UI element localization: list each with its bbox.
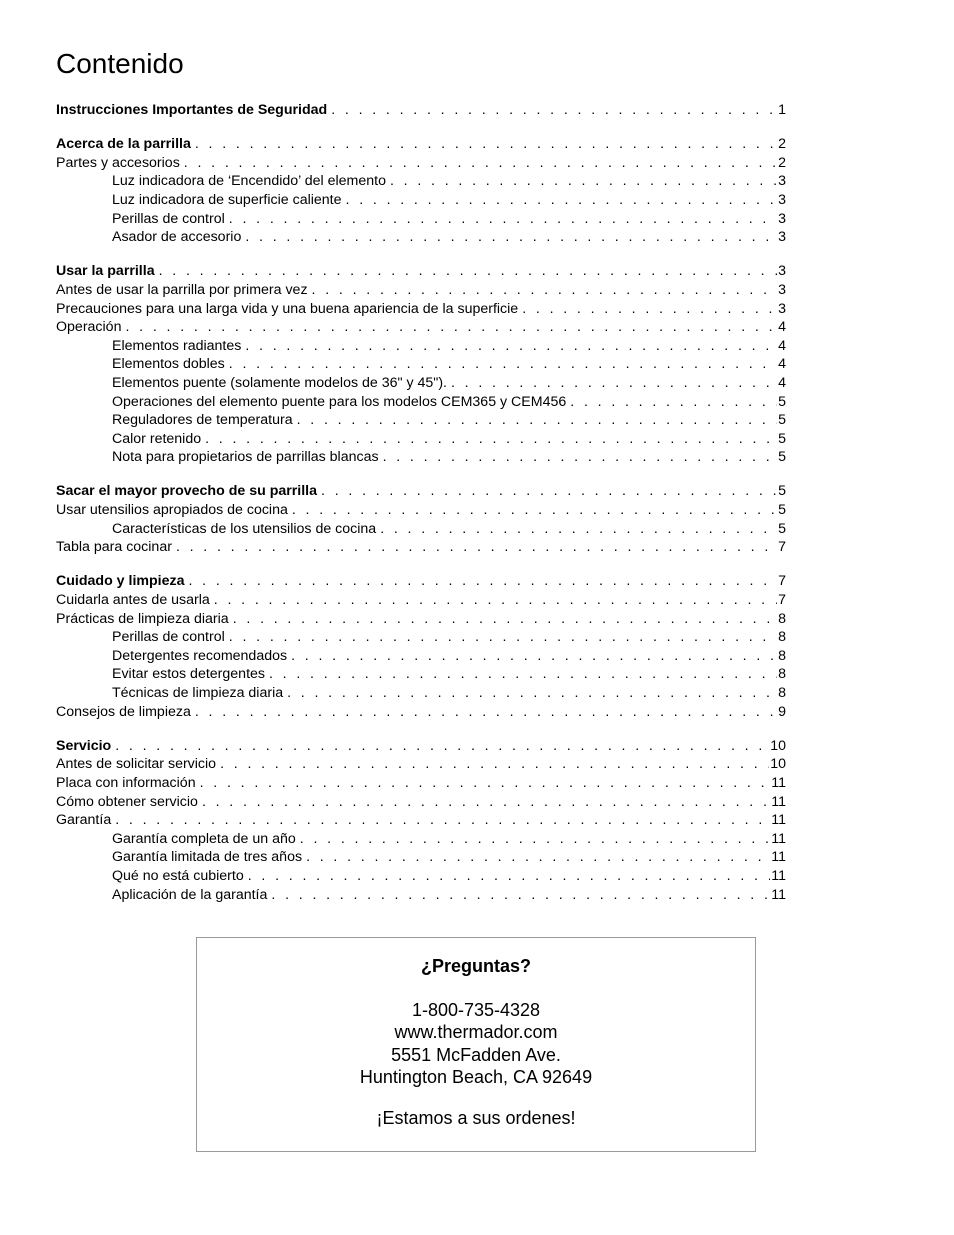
toc-dot-leader bbox=[202, 793, 770, 812]
toc-entry-label: Cómo obtener servicio bbox=[56, 793, 198, 810]
toc-dot-leader bbox=[189, 572, 778, 591]
toc-entry-label: Sacar el mayor provecho de su parrilla bbox=[56, 483, 318, 500]
toc-entry bbox=[56, 774, 786, 793]
toc-entry-label: Garantía limitada de tres años bbox=[112, 849, 303, 866]
toc-dot-leader bbox=[195, 135, 777, 154]
toc-subentry bbox=[56, 867, 786, 886]
toc-dot-leader bbox=[383, 448, 778, 467]
toc-section-heading bbox=[56, 262, 786, 281]
toc-entry-page: 3 bbox=[778, 281, 786, 298]
toc-entry-page: 11 bbox=[771, 867, 786, 884]
toc-entry-page: 7 bbox=[778, 539, 786, 556]
toc-section-heading bbox=[56, 572, 786, 591]
toc-subentry bbox=[56, 172, 786, 191]
contact-line: Huntington Beach, CA 92649 bbox=[359, 1066, 593, 1087]
toc-dot-leader bbox=[195, 703, 777, 722]
toc-entry-label: Detergentes recomendados bbox=[112, 647, 288, 664]
toc-entry-page: 8 bbox=[778, 647, 786, 664]
toc-subentry bbox=[56, 374, 786, 393]
toc-entry-page: 2 bbox=[778, 136, 786, 153]
toc-entry-label: Cuidado y limpieza bbox=[56, 573, 185, 590]
toc-dot-leader bbox=[346, 191, 778, 210]
toc-entry-label: Elementos dobles bbox=[112, 356, 225, 373]
toc-subentry bbox=[56, 830, 786, 849]
toc-subentry bbox=[56, 355, 786, 374]
contact-closing: ¡Estamos a sus ordenes! bbox=[376, 1108, 576, 1128]
toc-entry bbox=[56, 811, 786, 830]
toc-entry-label: Partes y accesorios bbox=[56, 154, 180, 171]
toc-entry-label: Servicio bbox=[56, 737, 112, 754]
toc-entry bbox=[56, 538, 786, 557]
toc-dot-leader bbox=[291, 647, 777, 666]
toc-entry-page: 11 bbox=[771, 812, 786, 829]
toc-subentry bbox=[56, 628, 786, 647]
contact-line: www.thermador.com bbox=[394, 1022, 558, 1043]
toc-entry-page: 10 bbox=[770, 756, 786, 773]
toc-entry bbox=[56, 793, 786, 812]
toc-subentry bbox=[56, 228, 786, 247]
toc-subentry bbox=[56, 684, 786, 703]
toc-entry-label: Elementos puente (solamente modelos de 36" y 45"). bbox=[112, 374, 447, 391]
toc-entry-label: Perillas de control bbox=[112, 629, 225, 646]
toc-entry-page: 3 bbox=[778, 191, 786, 208]
toc-entry-page: 10 bbox=[770, 737, 786, 754]
toc-dot-leader bbox=[214, 591, 777, 610]
toc-dot-leader bbox=[115, 737, 769, 756]
toc-entry-label: Usar utensilios apropiados de cocina bbox=[56, 502, 288, 519]
toc-entry-page: 3 bbox=[778, 229, 786, 246]
toc-dot-leader bbox=[229, 210, 777, 229]
toc-subentry bbox=[56, 665, 786, 684]
toc-entry-page: 11 bbox=[771, 849, 786, 866]
toc-subentry bbox=[56, 411, 786, 430]
toc-entry-label: Antes de usar la parrilla por primera vez bbox=[56, 281, 308, 298]
toc-subentry bbox=[56, 210, 786, 229]
contact-box bbox=[196, 937, 756, 1152]
toc-dot-leader bbox=[176, 538, 777, 557]
toc-entry-label: Aplicación de la garantía bbox=[112, 886, 268, 903]
toc-dot-leader bbox=[306, 848, 770, 867]
contact-lines bbox=[197, 999, 755, 1088]
toc-entry-label: Qué no está cubierto bbox=[112, 867, 244, 884]
toc-entry-page: 3 bbox=[778, 300, 786, 317]
toc-dot-leader bbox=[200, 774, 771, 793]
toc-dot-leader bbox=[159, 262, 778, 281]
toc-dot-leader bbox=[522, 300, 777, 319]
toc-entry-page: 5 bbox=[778, 502, 786, 519]
toc-subentry bbox=[56, 337, 786, 356]
toc-entry-label: Cuidarla antes de usarla bbox=[56, 592, 210, 609]
toc-entry-page: 5 bbox=[778, 412, 786, 429]
toc-entry-page: 7 bbox=[778, 573, 786, 590]
toc-entry-page: 8 bbox=[778, 629, 786, 646]
toc-dot-leader bbox=[321, 482, 777, 501]
toc-entry-page: 3 bbox=[778, 210, 786, 227]
toc-entry-label: Consejos de limpieza bbox=[56, 703, 191, 720]
toc-section-heading bbox=[56, 135, 786, 154]
toc-dot-leader bbox=[271, 886, 770, 905]
page-title: Contenido bbox=[56, 48, 184, 79]
toc-entry-page: 11 bbox=[771, 793, 786, 810]
toc-subentry bbox=[56, 430, 786, 449]
toc-subentry bbox=[56, 647, 786, 666]
toc-dot-leader bbox=[245, 337, 777, 356]
toc-entry-label: Elementos radiantes bbox=[112, 337, 242, 354]
toc-dot-leader bbox=[297, 411, 778, 430]
toc-dot-leader bbox=[300, 830, 770, 849]
toc-entry-label: Operaciones del elemento puente para los modelos CEM365 y CEM456 bbox=[112, 393, 567, 410]
toc-entry-page: 11 bbox=[771, 830, 786, 847]
toc-dot-leader bbox=[115, 811, 770, 830]
toc-dot-leader bbox=[312, 281, 778, 300]
toc-section-heading bbox=[56, 482, 786, 501]
toc-entry-label: Luz indicadora de superficie caliente bbox=[112, 191, 342, 208]
toc-entry-page: 5 bbox=[778, 393, 786, 410]
toc-entry-label: Antes de solicitar servicio bbox=[56, 756, 217, 773]
toc-dot-leader bbox=[451, 374, 777, 393]
toc-subentry bbox=[56, 848, 786, 867]
toc-dot-leader bbox=[287, 684, 777, 703]
toc-entry-page: 5 bbox=[778, 430, 786, 447]
toc-dot-leader bbox=[248, 867, 771, 886]
toc-entry bbox=[56, 755, 786, 774]
toc-entry-label: Asador de accesorio bbox=[112, 229, 242, 246]
toc-subentry bbox=[56, 191, 786, 210]
toc-subentry bbox=[56, 886, 786, 905]
toc-entry-page: 11 bbox=[771, 774, 786, 791]
toc-subentry bbox=[56, 448, 786, 467]
toc-entry-page: 8 bbox=[778, 666, 786, 683]
toc-subentry bbox=[56, 393, 786, 412]
toc-entry-label: Garantía bbox=[56, 812, 112, 829]
toc-entry-label: Características de los utensilios de cocina bbox=[112, 520, 377, 537]
toc-dot-leader bbox=[269, 665, 777, 684]
toc-entry-page: 7 bbox=[778, 592, 786, 609]
toc-entry-label: Instrucciones Importantes de Seguridad bbox=[56, 102, 328, 118]
toc-entry bbox=[56, 610, 786, 629]
toc-entry-page: 4 bbox=[778, 319, 786, 336]
toc-entry-label: Operación bbox=[56, 319, 122, 336]
toc-entry-page: 8 bbox=[778, 610, 786, 627]
toc-entry bbox=[56, 501, 786, 520]
toc-dot-leader bbox=[220, 755, 769, 774]
toc-entry-page: 4 bbox=[778, 356, 786, 373]
toc-entry-page: 2 bbox=[778, 154, 786, 171]
toc-section-heading bbox=[56, 737, 786, 756]
toc-entry-page: 5 bbox=[778, 520, 786, 537]
contact-heading: ¿Preguntas? bbox=[420, 956, 531, 976]
toc-dot-leader bbox=[184, 154, 777, 173]
toc-entry bbox=[56, 703, 786, 722]
toc-dot-leader bbox=[125, 318, 777, 337]
toc-entry-label: Nota para propietarios de parrillas blancas bbox=[112, 449, 379, 466]
toc-dot-leader bbox=[570, 393, 777, 412]
toc-entry-label: Luz indicadora de ‘Encendido’ del elemento bbox=[112, 173, 386, 190]
toc-entry bbox=[56, 300, 786, 319]
toc-entry-page: 3 bbox=[778, 263, 786, 280]
toc-entry-label: Acerca de la parrilla bbox=[56, 136, 191, 153]
toc-section-heading bbox=[56, 101, 786, 120]
toc-entry-label: Precauciones para una larga vida y una buena apariencia de la superficie bbox=[56, 300, 519, 317]
table-of-contents bbox=[56, 101, 786, 904]
toc-dot-leader bbox=[229, 628, 777, 647]
toc-dot-leader bbox=[390, 172, 777, 191]
toc-entry bbox=[56, 591, 786, 610]
contact-line: 5551 McFadden Ave. bbox=[391, 1044, 561, 1065]
toc-entry-page: 5 bbox=[778, 483, 786, 500]
toc-dot-leader bbox=[229, 355, 777, 374]
toc-dot-leader bbox=[331, 101, 777, 120]
toc-entry-page: 9 bbox=[778, 703, 786, 720]
toc-entry-label: Garantía completa de un año bbox=[112, 830, 296, 847]
contact-line: 1-800-735-4328 bbox=[411, 1000, 541, 1020]
toc-entry bbox=[56, 154, 786, 173]
toc-entry-label: Calor retenido bbox=[112, 430, 202, 447]
toc-entry-page: 3 bbox=[778, 173, 786, 190]
toc-entry-page: 8 bbox=[778, 685, 786, 701]
toc-subentry bbox=[56, 520, 786, 539]
toc-entry-label: Reguladores de temperatura bbox=[112, 412, 293, 429]
toc-dot-leader bbox=[233, 610, 777, 629]
toc-entry-page: 4 bbox=[778, 374, 786, 391]
toc-entry-label: Tabla para cocinar bbox=[56, 539, 172, 556]
toc-entry bbox=[56, 318, 786, 337]
toc-dot-leader bbox=[205, 430, 777, 449]
toc-entry-label: Perillas de control bbox=[112, 210, 225, 227]
toc-entry-label: Usar la parrilla bbox=[56, 263, 155, 280]
toc-entry-label: Técnicas de limpieza diaria bbox=[112, 685, 284, 701]
toc-entry-label: Prácticas de limpieza diaria bbox=[56, 610, 229, 627]
toc-entry-page: 1 bbox=[778, 102, 786, 118]
toc-entry-label: Placa con información bbox=[56, 774, 196, 791]
toc-entry-label: Evitar estos detergentes bbox=[112, 666, 265, 683]
toc-dot-leader bbox=[245, 228, 777, 247]
toc-entry-page: 5 bbox=[778, 449, 786, 466]
toc-dot-leader bbox=[380, 520, 777, 539]
toc-entry bbox=[56, 281, 786, 300]
toc-entry-page: 11 bbox=[771, 886, 786, 903]
toc-dot-leader bbox=[292, 501, 777, 520]
toc-entry-page: 4 bbox=[778, 337, 786, 354]
